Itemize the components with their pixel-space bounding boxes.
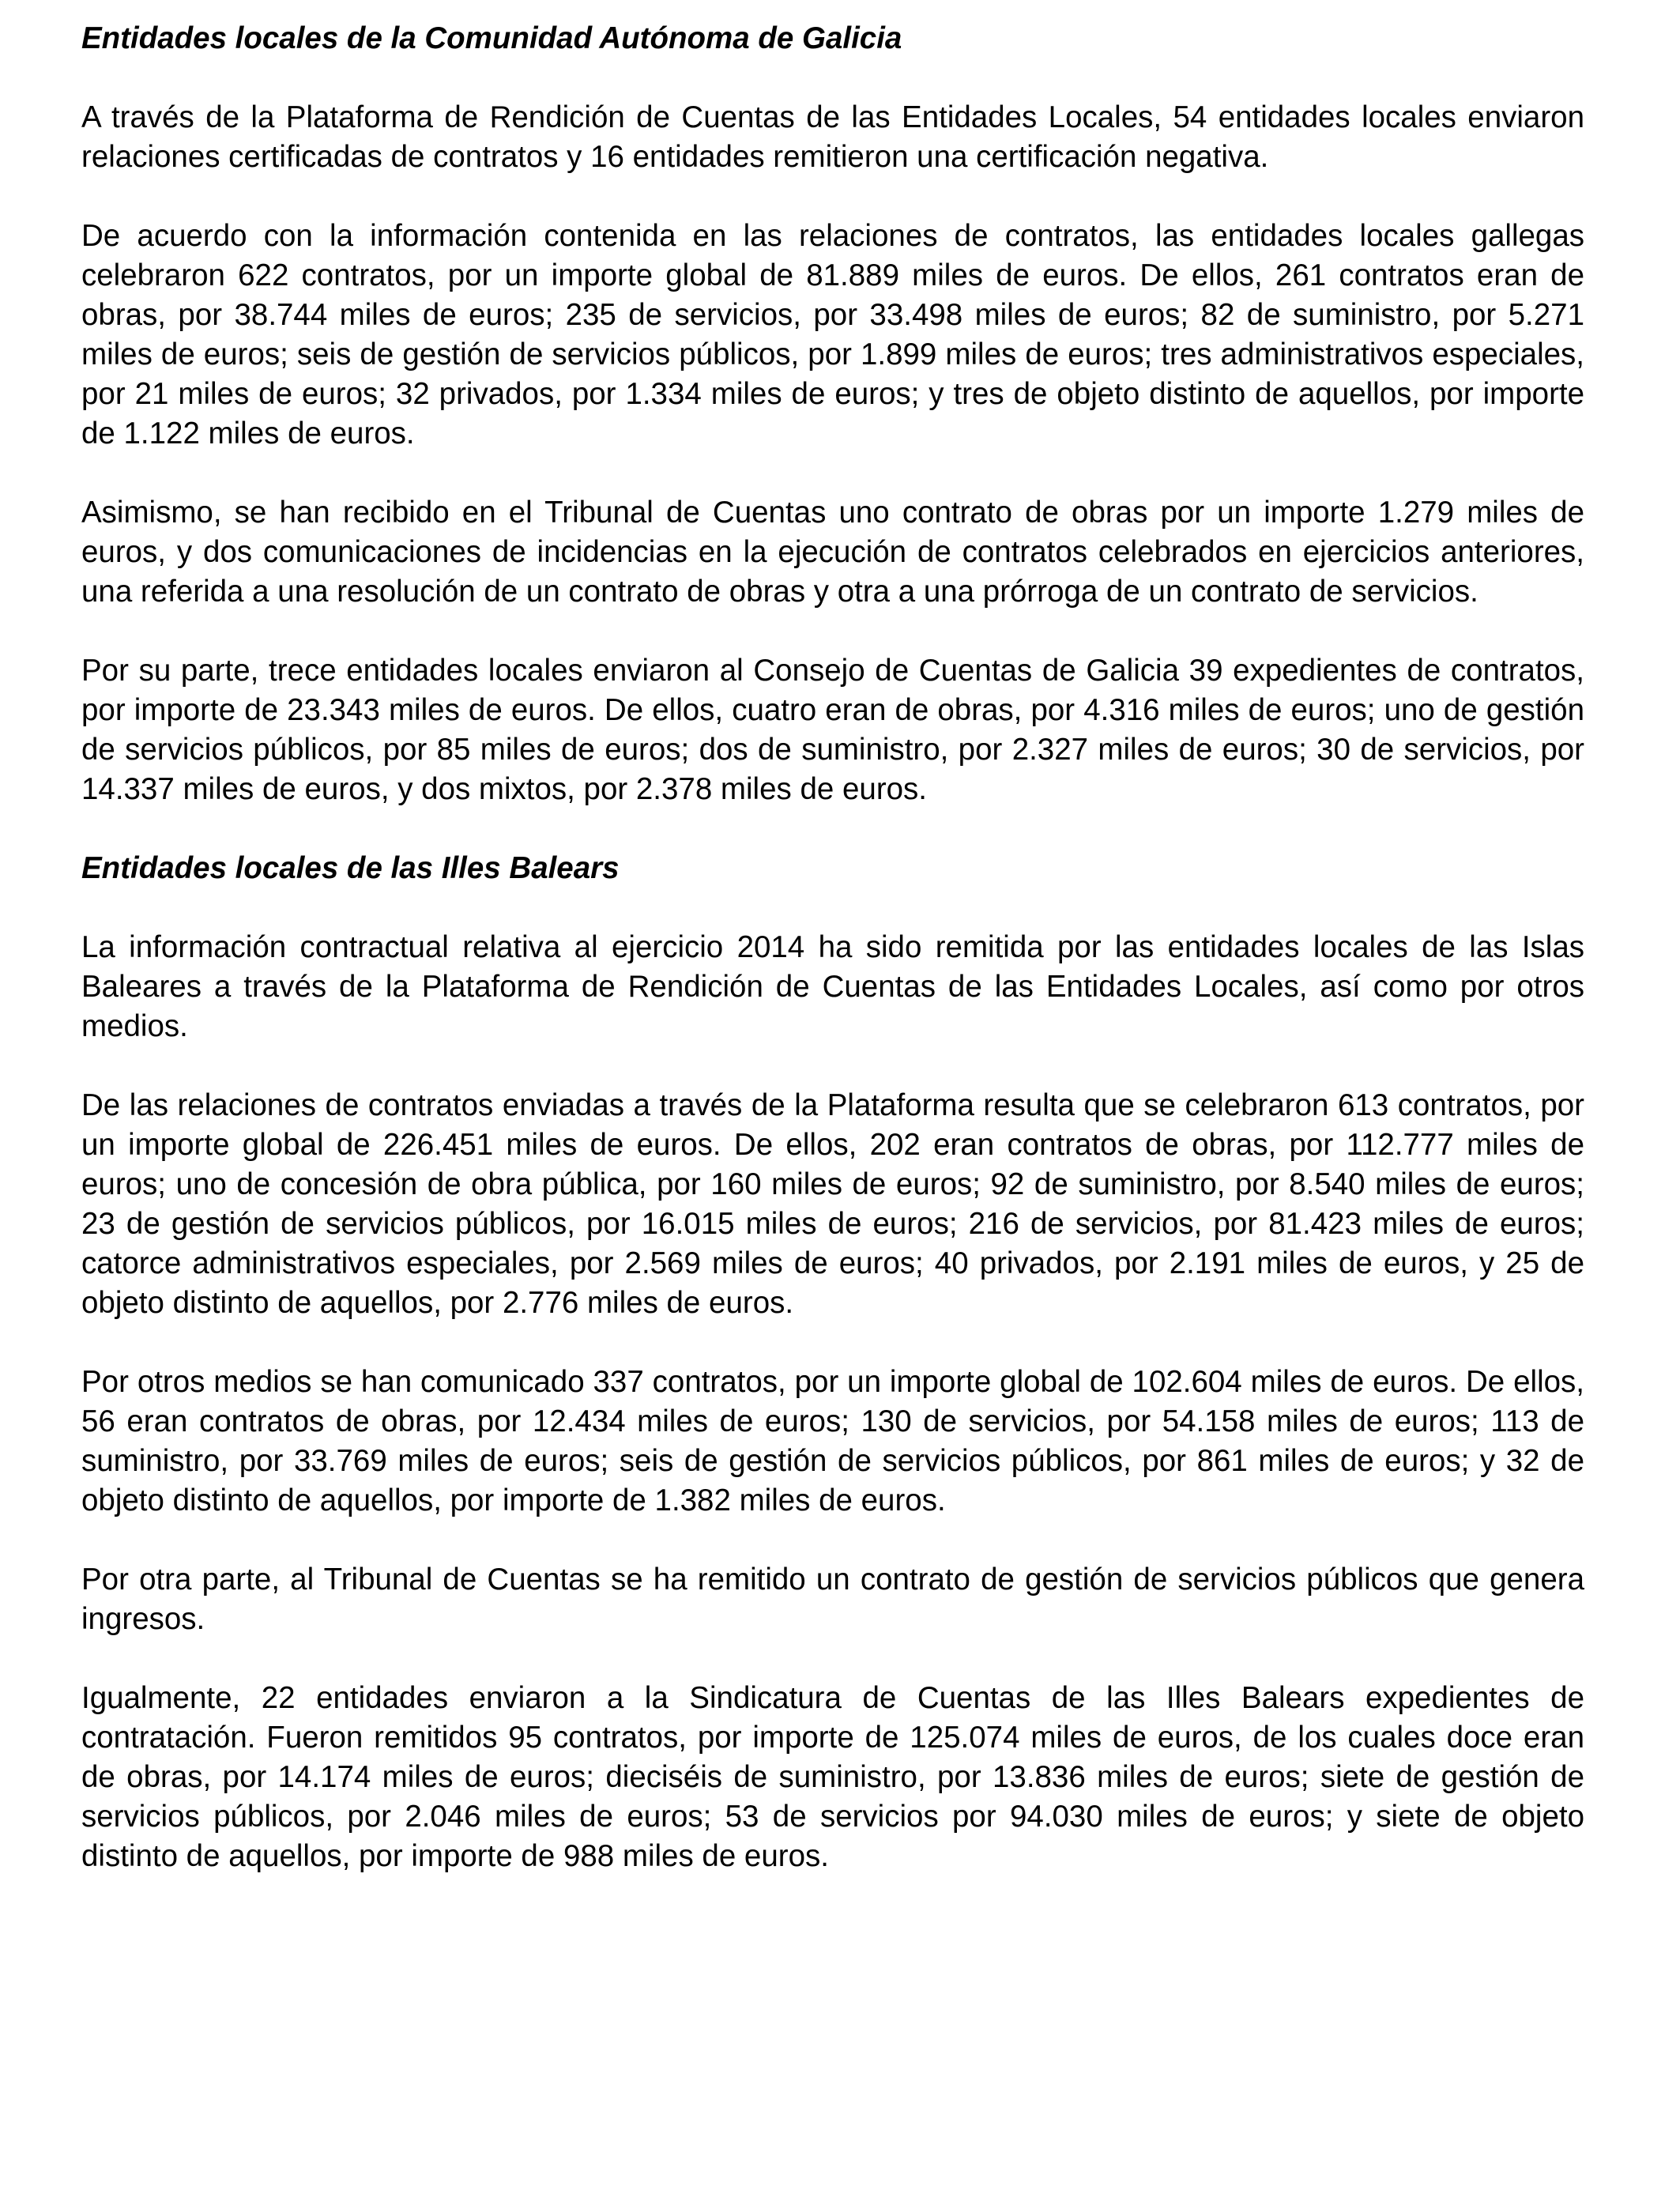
paragraph: Por su parte, trece entidades locales enviaron al Consejo de Cuentas de Galicia 39 expedientes de contratos, por importe de 23.343 miles de euros. De ellos, cuatro eran de obras, por 4.316 miles de euros; uno de gestión de servicios públicos, por 85 miles de euros; dos de suministro, por 2.327 miles de euros; 30 de servicios, por 14.337 miles de euros, y dos mixtos, por 2.378 miles de euros.: [81, 654, 1584, 806]
section-heading-galicia: Entidades locales de la Comunidad Autónoma de Galicia: [81, 21, 902, 55]
paragraph: De acuerdo con la información contenida en las relaciones de contratos, las entidades locales gallegas celebraron 622 contratos, por un importe global de 81.889 miles de euros. De ellos, 261 contratos eran de obras, por 38.744 miles de euros; 235 de servicios, por 33.498 miles de euros; 82 de suministro, por 5.271 miles de euros; seis de gestión de servicios públicos, por 1.899 miles de euros; tres administrativos especiales, por 21 miles de euros; 32 privados, por 1.334 miles de euros; y tres de objeto distinto de aquellos, por importe de 1.122 miles de euros.: [81, 219, 1584, 450]
paragraph: Por otra parte, al Tribunal de Cuentas se ha remitido un contrato de gestión de servicios públicos que genera ingresos.: [81, 1563, 1584, 1636]
paragraph: Por otros medios se han comunicado 337 contratos, por un importe global de 102.604 miles de euros. De ellos, 56 eran contratos de obras, por 12.434 miles de euros; 130 de servicios, por 54.158 miles de euros; 113 de suministro, por 33.769 miles de euros; seis de gestión de servicios públicos, por 861 miles de euros; y 32 de objeto distinto de aquellos, por importe de 1.382 miles de euros.: [81, 1365, 1584, 1517]
paragraph: Asimismo, se han recibido en el Tribunal de Cuentas uno contrato de obras por un importe 1.279 miles de euros, y dos comunicaciones de incidencias en la ejecución de contratos celebrados en ejercicios anteriores, una referida a una resolución de un contrato de obras y otra a una prórroga de un contrato de servicios.: [81, 496, 1584, 609]
paragraph: La información contractual relativa al ejercicio 2014 ha sido remitida por las entidades locales de las Islas Baleares a través de la Plataforma de Rendición de Cuentas de las Entidades Locales, así como por otros medios.: [81, 930, 1584, 1043]
paragraph: A través de la Plataforma de Rendición de Cuentas de las Entidades Locales, 54 entidades locales enviaron relaciones certificadas de contratos y 16 entidades remitieron una certificación negativa.: [81, 100, 1584, 174]
paragraph: Igualmente, 22 entidades enviaron a la Sindicatura de Cuentas de las Illes Balears expedientes de contratación. Fueron remitidos 95 contratos, por importe de 125.074 miles de euros, de los cuales doce eran de obras, por 14.174 miles de euros; dieciséis de suministro, por 13.836 miles de euros; siete de gestión de servicios públicos, por 2.046 miles de euros; 53 de servicios por 94.030 miles de euros; y siete de objeto distinto de aquellos, por importe de 988 miles de euros.: [81, 1681, 1584, 1873]
document-page: [81, 19, 1584, 1916]
section-heading-illes-balears: Entidades locales de las Illes Balears: [81, 851, 620, 885]
paragraph: De las relaciones de contratos enviadas a través de la Plataforma resulta que se celebraron 613 contratos, por un importe global de 226.451 miles de euros. De ellos, 202 eran contratos de obras, por 112.777 miles de euros; uno de concesión de obra pública, por 160 miles de euros; 92 de suministro, por 8.540 miles de euros; 23 de gestión de servicios públicos, por 16.015 miles de euros; 216 de servicios, por 81.423 miles de euros; catorce administrativos especiales, por 2.569 miles de euros; 40 privados, por 2.191 miles de euros, y 25 de objeto distinto de aquellos, por 2.776 miles de euros.: [81, 1088, 1584, 1320]
